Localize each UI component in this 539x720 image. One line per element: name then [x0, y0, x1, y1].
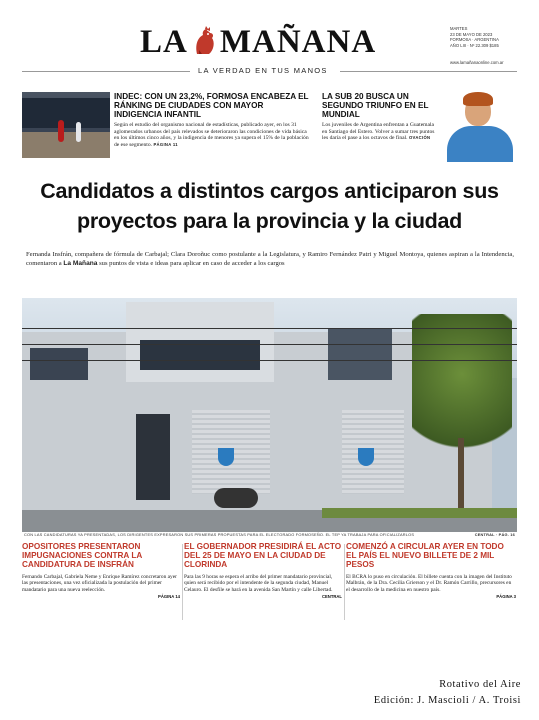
main-kicker: Fernanda Insfrán, compañera de fórmula de Carbajal; Clara Doroñuc como postulante a la Legislatura, y Ramiro Fernández Patri y Miguel Montoya, quienes aspiran a la Intendencia, comentaron a La Mañana sus puntos de vista e ideas para aplicar en caso de acceder a los cargos	[26, 251, 514, 267]
bottom-teaser-gobernador[interactable]	[184, 542, 342, 599]
bottom-teaser-billete[interactable]	[346, 542, 516, 599]
divider	[22, 71, 190, 72]
logo-text-right: MAÑANA	[219, 24, 377, 60]
player-photo	[443, 92, 517, 162]
divider	[344, 544, 345, 620]
caption-page-ref: CENTRAL · PÁG. 16	[474, 532, 515, 537]
rooster-icon	[191, 26, 217, 56]
divider	[182, 544, 183, 620]
teaser-headline: INDEC: CON UN 23,2%, FORMOSA ENCABEZA EL RÁNKING DE CIUDADES CON MAYOR INDIGENCIA INFANTIL	[114, 92, 309, 119]
bottom-teaser-impugnaciones[interactable]	[22, 542, 180, 599]
teaser-photo	[22, 92, 110, 158]
credits-line-2: Edición: J. Mascioli / A. Troisi	[373, 695, 521, 706]
website-link[interactable]: www.lamañanaonline.com.ar	[450, 60, 504, 65]
divider	[340, 71, 517, 72]
tagline-row	[22, 66, 517, 76]
teaser-headline: COMENZÓ A CIRCULAR AYER EN TODO EL PAÍS EL NUEVO BILLETE DE 2 MIL PESOS	[346, 542, 504, 570]
teaser-headline: EL GOBERNADOR PRESIDIRÁ EL ACTO DEL 25 DE MAYO EN LA CIUDAD DE CLORINDA	[184, 542, 342, 570]
main-photo	[22, 298, 517, 532]
edition-date: 23 DE MAYO DE 2023	[450, 31, 493, 37]
masthead	[22, 12, 517, 74]
main-headline[interactable]: Candidatos a distintos cargos anticiparon sus proyectos para la provincia y la ciudad	[40, 179, 499, 233]
newspaper-logo[interactable]	[140, 24, 376, 61]
teaser-body: Según el estudio del organismo nacional de estadísticas, publicado ayer, en los 31 aglomerados urbanos del país relevados se deterioraron las condiciones de vida básica en los últimos cinco años, y la indigencia de menores ya supera el 15% de la población de ese segmento. PÁGINA 11	[114, 122, 309, 149]
page-ref: OVACIÓN	[409, 135, 431, 141]
teaser-body: Fernando Carbajal, Gabriela Neme y Enrique Ramírez concretaron ayer las presentaciones, una vez oficializada la postulación del primer mandatario para una nueva reelección.	[22, 573, 177, 593]
newspaper-front-page	[22, 12, 517, 627]
teaser-headline: LA SUB 20 BUSCA UN SEGUNDO TRIUNFO EN EL MUNDIAL	[322, 92, 429, 119]
edition-place: FORMOSA · ARGENTINA	[450, 37, 499, 43]
page-ref: PÁGINA 11	[153, 142, 178, 148]
page-ref: CENTRAL	[321, 594, 342, 600]
page-ref: PÁGINA 3	[496, 594, 516, 600]
credits-line-1: Rotativo del Aire	[439, 679, 521, 690]
teaser-body: Los juveniles de Argentina enfrentan a Guatemala en Santiago del Estero. Volver a sumar tres puntos les daría el pase a los octavos de final. OVACIÓN	[322, 122, 435, 142]
edition-credits	[374, 677, 521, 709]
top-teaser-indec[interactable]	[22, 92, 310, 164]
edition-info	[450, 26, 516, 65]
top-teaser-sub20[interactable]	[318, 92, 517, 164]
teaser-headline: OPOSITORES PRESENTARON IMPUGNACIONES CONTRA LA CANDIDATURA DE INSFRÁN	[22, 542, 142, 570]
brand-name: La Mañana	[63, 260, 98, 267]
edition-number: AÑO LIII · Nº 22.309 $185	[450, 42, 499, 48]
logo-text-left: LA	[140, 24, 188, 60]
teaser-body: Para las 9 horas se espera el arribo del primer mandatario provincial, quien será recibido por el intendente de la segunda ciudad, Manuel Celauro. El desfile se hará en la avenida San Martín y calle Libertad.	[184, 573, 333, 593]
tagline: LA VERDAD EN TUS MANOS	[198, 66, 328, 75]
teaser-body: El BCRA lo puso en circulación. El billete cuenta con la imagen del Instituto Malbrán, de la Dra. Cecilia Grierson y el Dr. Ramón Carrillo, precursores en el desarrollo de la medicina en nuestro país.	[346, 573, 512, 593]
edition-day: MARTES	[450, 26, 468, 31]
photo-caption: CON LAS CANDIDATURAS YA PRESENTADAS, LOS DIRIGENTES EXPRESARON SUS PRIMERAS PROPUESTAS PARA EL ELECTORADO FORMOSEÑO. EL TEP YA TRABAJA PARA OFICIALIZARLOS CENTRAL · PÁG. 16	[24, 532, 515, 537]
page-ref: PÁGINA 14	[158, 594, 180, 600]
